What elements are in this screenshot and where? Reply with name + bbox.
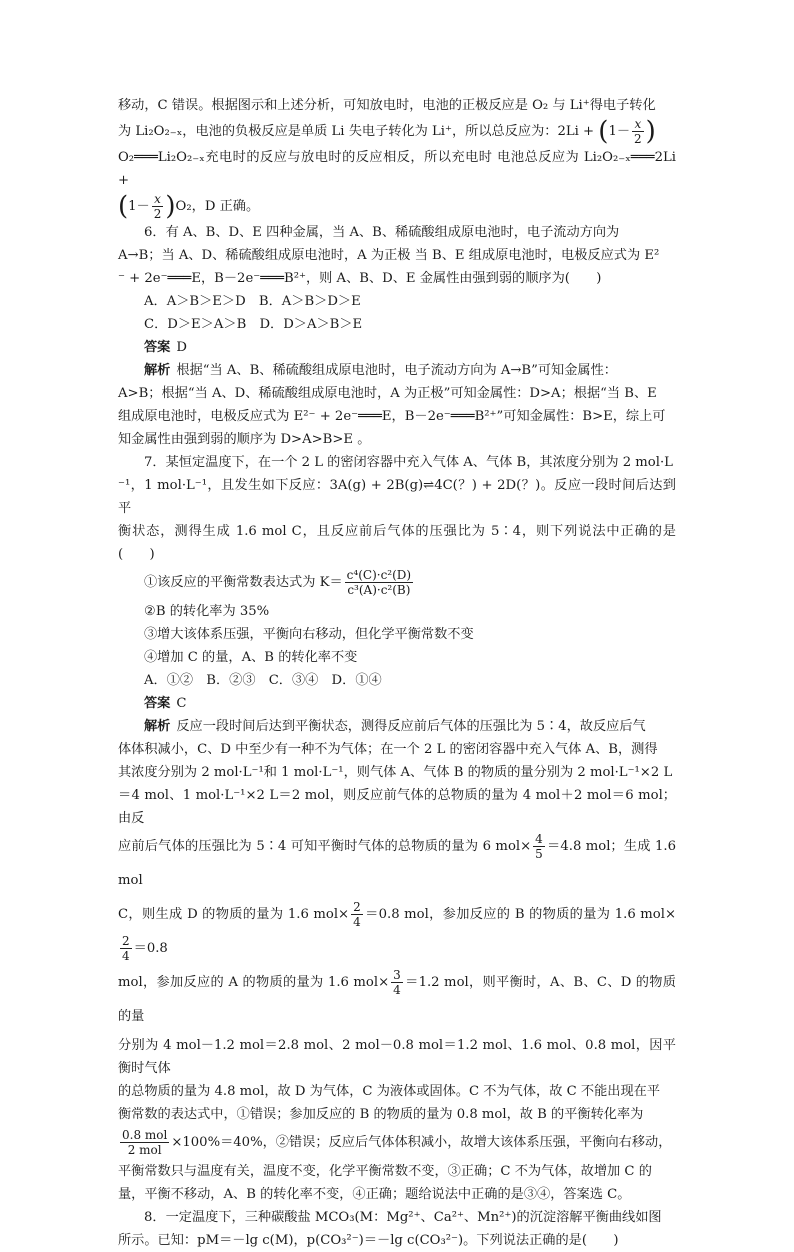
question-7-explanation: 的总物质的量为 4.8 mol，故 D 为气体，C 为液体或固体。C 不为气体，故 C 不能出现在平 (118, 1084, 661, 1099)
question-7-line: 7．某恒定温度下，在一个 2 L 的密闭容器中充入气体 A、气体 B，其浓度分别为 2 mol·L (144, 455, 673, 470)
question-7-explanation: 应前后气体的压强比为 5∶4 可知平衡时气体的总物质的量为 6 mol× $\frac{4}{5}$ ＝4.8 mol；生成 1.6 mol (118, 832, 676, 888)
question-7-explanation: 衡常数的表达式中，①错误；参加反应的 B 的物质的量为 0.8 mol，故 B 的平衡转化率为 (118, 1107, 644, 1122)
text-segment: 为 Li₂O₂₋ₓ，电池的负极反应是单质 Li 失电子转化为 Li⁺，所以总反应为：2Li + (118, 124, 595, 139)
paren-open: ( (598, 116, 609, 147)
text-segment: O₂，D 正确。 (175, 199, 260, 214)
question-6-line: ⁻ + 2e⁻═══E，B－2e⁻═══B²⁺，则 A、B、D、E 金属性由强到弱的顺序为( ) (118, 271, 602, 286)
question-7-explanation: 分别为 4 mol－1.2 mol＝2.8 mol、2 mol－0.8 mol＝1.2 mol、1.6 mol、0.8 mol，因平衡时气体 (118, 1038, 676, 1076)
question-6-explanation: 组成原电池时，电极反应式为 E²⁻ + 2e⁻═══E，B－2e⁻═══B²⁺”可知金属性：B>E，综上可 (118, 409, 666, 424)
question-6-answer: 答案 D (118, 336, 676, 359)
question-7-explanation: 解析 反应一段时间后达到平衡状态，测得反应前后气体的压强比为 5∶4，故反应后气 (118, 715, 676, 738)
question-8-line: 8．一定温度下，三种碳酸盐 MCO₃(M：Mg²⁺、Ca²⁺、Mn²⁺)的沉淀溶解平衡曲线如图 (144, 1210, 662, 1225)
question-6-options: C．D＞E＞A＞B D．D＞A＞B＞E (144, 317, 363, 332)
question-7-statement: ①该反应的平衡常数表达式为 K＝ $\frac{\text{c⁴(C)·c²(D)}}{\text{c³(A)·c²(B)}}$ (144, 568, 412, 597)
answer-label: 答案 (144, 340, 171, 355)
question-7-explanation: 平衡常数只与温度有关，温度不变，化学平衡常数不变，③正确；C 不为气体，故增加 C 的 (118, 1164, 652, 1179)
fraction: $\frac{4}{5}$ (535, 832, 543, 861)
fraction: $\frac{3}{4}$ (393, 968, 401, 997)
explanation-label: 解析 (144, 363, 171, 378)
paren-close: ) (165, 191, 176, 222)
fraction: $\frac{2}{4}$ (353, 900, 361, 929)
text-line: 移动，C 错误。根据图示和上述分析，可知放电时，电池的正极反应是 O₂ 与 Li⁺得电子转化 (118, 98, 656, 113)
fraction: $\frac{2}{4}$ (122, 934, 130, 963)
question-7-explanation: $\frac{\text{0.8 mol}}{\text{2 mol}}$ ×100%＝40%，②错误；反应后气体体积减小，故增大该体系压强，平衡向右移动， (122, 1128, 672, 1157)
question-7-statement: ③增大该体系压强，平衡向右移动，但化学平衡常数不变 (144, 627, 474, 642)
question-6-explanation: 知金属性由强到弱的顺序为 D>A>B>E 。 (118, 432, 371, 447)
question-7-explanation: C，则生成 D 的物质的量为 1.6 mol× $\frac{2}{4}$ ＝0.8 mol，参加反应的 B 的物质的量为 1.6 mol× $\frac{2}{4}$ ＝0.8 (118, 900, 677, 963)
question-8-line: 所示。已知：pM＝－lg c(M)，p(CO₃²⁻)＝－lg c(CO₃²⁻)。下列说法正确的是( ) (118, 1233, 619, 1248)
question-7-explanation: 体体积减小，C、D 中至少有一种不为气体；在一个 2 L 的密闭容器中充入气体 A、B，测得 (118, 742, 658, 757)
text-line: 为 Li₂O₂₋ₓ，电池的负极反应是单质 Li 失电子转化为 Li⁺，所以总反应为：2Li + (1－ $\frac{x}{2}$ ) (118, 116, 656, 147)
question-6-explanation: 解析 根据“当 A、B、稀硫酸组成原电池时，电子流动方向为 A→B”可知金属性： (118, 359, 676, 382)
paren-close: ) (645, 116, 656, 147)
text-line: (1－ $\frac{x}{2}$ )O₂，D 正确。 (118, 191, 260, 222)
text-line: O₂═══Li₂O₂₋ₓ充电时的反应与放电时的反应相反，所以充电时 电池总反应为 Li₂O₂₋ₓ═══2Li + (118, 150, 676, 188)
question-7-answer: 答案 C (118, 692, 676, 715)
question-7-line: ⁻¹，1 mol·L⁻¹，且发生如下反应：3A(g) + 2B(g)⇌4C(？) + 2D(？)。反应一段时间后达到平 (118, 478, 676, 516)
question-7-line: 衡状态，测得生成 1.6 mol C，且反应前后气体的压强比为 5∶4，则下列说法中正确的是( ) (118, 524, 676, 562)
paren-open: ( (118, 191, 129, 222)
question-7-explanation: ＝4 mol、1 mol·L⁻¹×2 L＝2 mol，则反应前气体的总物质的量为 4 mol＋2 mol＝6 mol；由反 (118, 788, 676, 826)
fraction: $\frac{x}{2}$ (634, 117, 642, 146)
question-7-explanation: 量，平衡不移动，A、B 的转化率不变，④正确；题给说法中正确的是③④，答案选 C。 (118, 1187, 631, 1202)
question-7-statement: ④增加 C 的量，A、B 的转化率不变 (144, 650, 358, 665)
fraction: $\frac{x}{2}$ (153, 192, 162, 221)
question-6-line: 6．有 A、B、D、E 四种金属，当 A、B、稀硫酸组成原电池时，电子流动方向为 (144, 225, 620, 240)
question-7-options: A．①② B．②③ C．③④ D．①④ (144, 673, 382, 688)
fraction: $\frac{\text{0.8 mol}}{\text{2 mol}}$ (122, 1128, 168, 1157)
question-6-explanation: A>B；根据“当 A、D、稀硫酸组成原电池时，A 为正极”可知金属性：D>A；根据“当 B、E (118, 386, 657, 401)
document-body (118, 94, 676, 1252)
fraction: $\frac{\text{c⁴(C)·c²(D)}}{\text{c³(A)·c²(B)}}$ (346, 568, 412, 597)
question-7-explanation: mol，参加反应的 A 的物质的量为 1.6 mol× $\frac{3}{4}$ ＝1.2 mol，则平衡时，A、B、C、D 的物质的量 (118, 968, 676, 1024)
answer-label: 答案 (144, 696, 171, 711)
question-6-options: A．A＞B＞E＞D B．A＞B＞D＞E (144, 294, 361, 309)
question-7-explanation: 其浓度分别为 2 mol·L⁻¹和 1 mol·L⁻¹，则气体 A、气体 B 的物质的量分别为 2 mol·L⁻¹×2 L (118, 765, 673, 780)
question-6-line: A→B；当 A、D、稀硫酸组成原电池时，A 为正极 当 B、E 组成原电池时，电极反应式为 E² (118, 248, 660, 263)
explanation-label: 解析 (144, 719, 171, 734)
question-7-statement: ②B 的转化率为 35% (144, 604, 270, 619)
